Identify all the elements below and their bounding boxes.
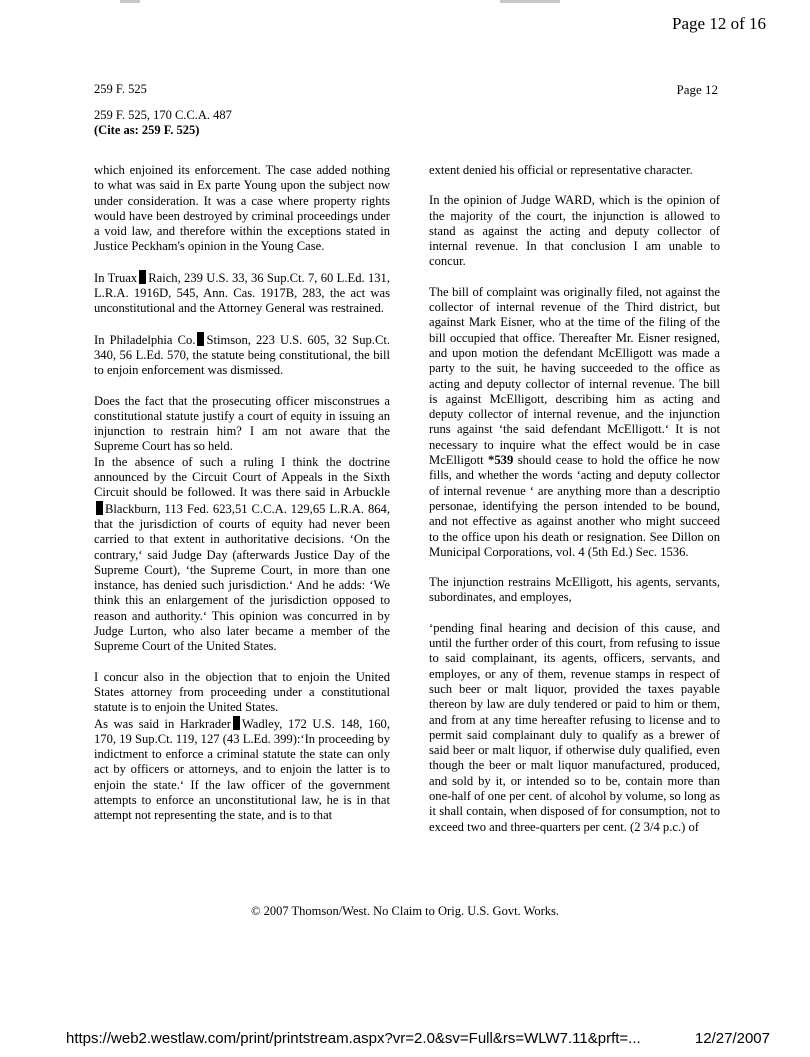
paragraph: [429, 285, 720, 560]
citation-reporter: 259 F. 525: [94, 82, 147, 96]
redaction-mark: [233, 716, 240, 730]
paragraph: which enjoined its enforcement. The case added nothing to what was said in Ex parte Young upon the subject now under consideration. It was a case where property rights would have been destroyed by criminal proceedings under a void law, and therefore within the exceptions stated in Justice Peckham's opinion in the Young Case.: [94, 163, 390, 254]
paragraph-text: Blackburn, 113 Fed. 623,51 C.C.A. 129,65 L.R.A. 864, that the jurisdiction of courts of equity had never been carried to that extent in authoritative decisions. ‘On the contrary,‘ said Judge Day (afterwards Justice Day of the Supreme Court), ‘the Supreme Court, in more than one instance, has denied such jurisdiction.‘ And he adds: ‘We think this an enlargement of the jurisdiction opposed to reason and authority.‘ This opinion was concurred in by Judge Lurton, who also later became a member of the Supreme Court of the United States.: [94, 501, 390, 654]
paragraph: The injunction restrains McElligott, his agents, servants, subordinates, and employes,: [429, 575, 720, 605]
paragraph-text: The bill of complaint was originally filed, not against the collector of internal revenue of the Third district, but against Mark Eisner, who at the time of the filing of the bill occupied that office. Thereafter Mr. Eisner resigned, and upon motion the defendant McElligott was made a party to the suit, he having succeeded to the office as acting and deputy collector of internal revenue. The bill is against McElligott, describing him as acting and deputy collector of internal revenue, and the injunction runs against ‘the said defendant McElligott.‘ It is not necessary to inquire what the effect would be in case McElligott: [429, 284, 720, 468]
citation-parallel: 259 F. 525, 170 C.C.A. 487: [94, 108, 232, 122]
copyright-footer: © 2007 Thomson/West. No Claim to Orig. U.S. Govt. Works.: [250, 904, 560, 918]
redaction-mark: [96, 501, 103, 515]
print-date: 12/27/2007: [694, 1030, 770, 1047]
paragraph-text: should cease to hold the office he now fills, and whether the words ‘acting and deputy collector of internal revenue ‘ are anything more than a descriptio personae, identifying the person intended to be bound, and not effective as against another who might succeed to the office upon his death or resignation. See Dillon on Municipal Corporations, vol. 4 (5th Ed.) Sec. 1536.: [429, 453, 721, 559]
paragraph-text: Stimson, 223 U.S. 605, 32 Sup.Ct. 340, 56 L.Ed. 570, the statute being constitutional, the bill to enjoin enforcement was dismissed.: [94, 332, 390, 378]
paragraph-text: In Philadelphia Co.: [94, 332, 196, 347]
paragraph-text: Raich, 239 U.S. 33, 36 Sup.Ct. 7, 60 L.Ed. 131, L.R.A. 1916D, 545, Ann. Cas. 1917B, 283, the act was unconstitutional and the Attorney General was restrained.: [94, 270, 390, 316]
page-number-header: Page 12 of 16: [672, 14, 766, 33]
paragraph: [94, 332, 390, 379]
page-label: Page 12: [676, 82, 718, 97]
right-column: [429, 163, 720, 850]
scan-mark: [120, 0, 140, 3]
paragraph-text: As was said in Harkrader: [94, 716, 231, 731]
redaction-mark: [197, 332, 204, 346]
paragraph: Does the fact that the prosecuting officer misconstrues a constitutional statute justify a court of equity in issuing an injunction to restrain him? I am not aware that the Supreme Court has so held.: [94, 393, 390, 454]
scan-mark: [500, 0, 560, 3]
paragraph-text: In the absence of such a ruling I think the doctrine announced by the Circuit Court of Appeals in the Sixth Circuit should be followed. It was there said in Arbuckle: [94, 454, 390, 500]
paragraph: extent denied his official or representative character.: [429, 163, 693, 177]
star-page-marker: *539: [488, 453, 514, 468]
left-column: [94, 163, 390, 839]
quoted-paragraph: ‘pending final hearing and decision of this cause, and until the further order of this court, from refusing to issue to said complainant, its agents, officers, servants, and employes, or any of them, revenue stamps in respect of such beer or malt liquor, provided the taxes payable thereon by law are duly tendered or paid to him or them, and from at any time hereafter refusing to license and to permit said complainant duly to qualify as a brewer of said beer or malt liquor, if otherwise duly qualified, even though the beer or malt liquor manufactured, produced, and sold by it, or intended so to be, contain more than one-half of one per cent. of alcohol by volume, so long as it shall contain, when disposed of for consumption, not to exceed two and three-quarters per cent. (2 3/4 p.c.) of: [429, 620, 720, 834]
paragraph: In the opinion of Judge WARD, which is the opinion of the majority of the court, the injunction is allowed to stand as against the acting and deputy collector of internal revenue. In that conclusion I am unable to concur.: [429, 193, 720, 269]
paragraph-text: Wadley, 172 U.S. 148, 160, 170, 19 Sup.Ct. 119, 127 (43 L.Ed. 399):‘In proceeding by indictment to enforce a criminal statute the state can only act by officers or attorneys, and to enjoin the latter is to enjoin the state.‘ If the law officer of the government attempts to enforce an unconstitutional law, he is in that attempt not representing the state, and is to that: [94, 716, 390, 823]
paragraph: [94, 270, 390, 317]
cite-as: (Cite as: 259 F. 525): [94, 123, 200, 137]
redaction-mark: [139, 270, 146, 284]
print-url: https://web2.westlaw.com/print/printstream.aspx?vr=2.0&sv=Full&rs=WLW7.11&prft=...: [66, 1030, 641, 1047]
paragraph-text: In Truax: [94, 270, 138, 285]
paragraph: [94, 716, 390, 824]
paragraph: [94, 455, 390, 655]
paragraph: I concur also in the objection that to enjoin the United States attorney from proceeding under a constitutional statute is to enjoin the United States.: [94, 669, 390, 715]
